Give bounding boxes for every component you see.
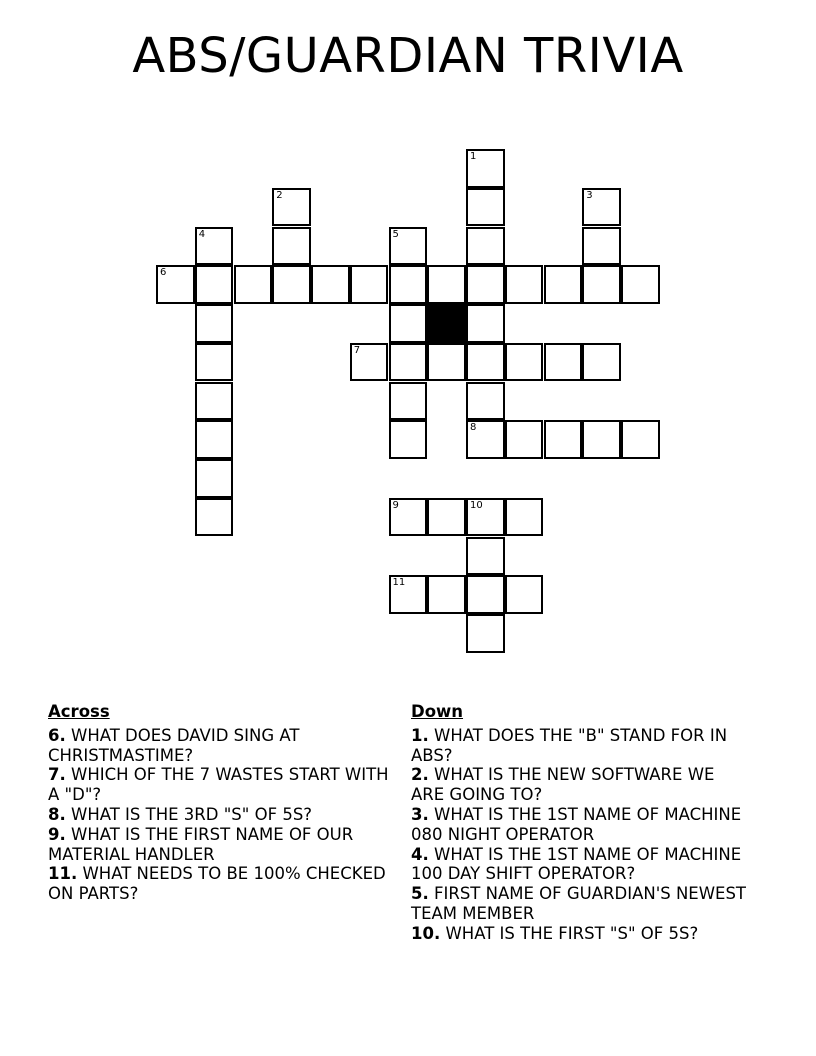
grid-cell[interactable] (350, 343, 389, 382)
clue-number: 2 (276, 189, 283, 201)
clue-number: 8 (470, 422, 477, 434)
clue-num: 4. (411, 844, 429, 864)
grid-cell[interactable] (427, 343, 466, 382)
clue-number: 1 (470, 151, 477, 162)
grid-cell[interactable] (272, 227, 311, 266)
grid-cell[interactable] (389, 304, 428, 343)
clue-text: WHAT IS THE 1ST NAME OF MACHINE 100 DAY SHIFT OPERATOR? (411, 844, 742, 884)
grid-cell[interactable] (427, 498, 466, 537)
grid-cell[interactable] (466, 382, 505, 421)
clue-num: 6. (48, 725, 66, 745)
clue-number: 7 (353, 344, 361, 356)
clue-num: 2. (411, 765, 429, 785)
clue-number: 11 (392, 577, 406, 589)
clue-num: 11. (48, 864, 78, 884)
clue-text: WHAT IS THE FIRST "S" OF 5S? (445, 923, 699, 943)
grid-cell[interactable] (427, 575, 466, 614)
grid-cell[interactable] (311, 265, 350, 304)
clue-number: 3 (586, 189, 593, 201)
clue-number: 5 (392, 228, 399, 240)
clue-number: 10 (470, 499, 483, 511)
clue-num: 8. (48, 804, 66, 824)
clue-item (411, 884, 751, 924)
across-heading: Across (48, 702, 110, 721)
clue-item (411, 726, 751, 766)
clue-number: 9 (392, 499, 399, 511)
grid-cell[interactable] (427, 265, 466, 304)
clue-num: 10. (411, 923, 441, 943)
grid-cell[interactable] (466, 420, 505, 459)
clue-text: WHAT IS THE NEW SOFTWARE WE ARE GOING TO? (411, 765, 715, 805)
across-clue-list (48, 726, 398, 904)
grid-cell[interactable] (544, 265, 583, 304)
grid-cell[interactable] (389, 227, 428, 266)
clue-text: WHAT DOES DAVID SING AT CHRISTMASTIME? (48, 725, 300, 765)
grid-cell[interactable] (389, 575, 428, 614)
grid-cell[interactable] (582, 420, 621, 459)
clue-number: 4 (198, 228, 206, 240)
grid-cell[interactable] (466, 304, 505, 343)
clue-item (48, 864, 398, 904)
grid-cell[interactable] (582, 227, 621, 266)
clue-num: 5. (411, 884, 429, 904)
grid-cell[interactable] (389, 420, 428, 459)
grid-cell[interactable] (505, 265, 544, 304)
grid-cell[interactable] (544, 343, 583, 382)
grid-cell[interactable] (466, 227, 505, 266)
grid-cell[interactable] (466, 575, 505, 614)
grid-cell[interactable] (195, 382, 234, 421)
grid-cell[interactable] (505, 343, 544, 382)
grid-cell[interactable] (350, 265, 389, 304)
grid-cell[interactable] (195, 420, 234, 459)
black-cell (427, 304, 466, 343)
clue-item (48, 726, 398, 766)
down-clue-list (411, 726, 751, 944)
clue-item (411, 845, 751, 885)
grid-cell[interactable] (389, 343, 428, 382)
grid-cell[interactable] (582, 188, 621, 227)
clue-text: WHAT IS THE 1ST NAME OF MACHINE 080 NIGHT OPERATOR (411, 804, 742, 844)
clue-num: 3. (411, 804, 429, 824)
grid-cell[interactable] (505, 575, 544, 614)
grid-cell[interactable] (621, 265, 660, 304)
clue-num: 7. (48, 765, 66, 785)
clue-text: WHAT IS THE 3RD "S" OF 5S? (71, 804, 313, 824)
clue-text: WHAT NEEDS TO BE 100% CHECKED ON PARTS? (48, 864, 386, 904)
clue-num: 1. (411, 725, 429, 745)
grid-cell[interactable] (466, 188, 505, 227)
clue-text: WHICH OF THE 7 WASTES START WITH A "D"? (48, 765, 389, 805)
grid-cell[interactable] (234, 265, 273, 304)
clue-item (411, 805, 751, 845)
grid-cell[interactable] (195, 498, 234, 537)
grid-cell[interactable] (466, 343, 505, 382)
clue-item (411, 765, 751, 805)
down-clues (411, 702, 751, 944)
clue-item (411, 924, 751, 944)
across-clues (48, 702, 398, 904)
grid-cell[interactable] (466, 498, 505, 537)
grid-cell[interactable] (466, 614, 505, 653)
grid-cell[interactable] (466, 537, 505, 576)
grid-cell[interactable] (582, 343, 621, 382)
puzzle-title: ABS/GUARDIAN TRIVIA (132, 28, 684, 84)
grid-cell[interactable] (466, 265, 505, 304)
grid-cell[interactable] (389, 265, 428, 304)
grid-cell[interactable] (505, 498, 544, 537)
grid-cell[interactable] (195, 265, 234, 304)
grid-cell[interactable] (195, 343, 234, 382)
grid-cell[interactable] (156, 265, 195, 304)
grid-cell[interactable] (195, 227, 234, 266)
grid-cell[interactable] (621, 420, 660, 459)
grid-cell[interactable] (272, 265, 311, 304)
grid-cell[interactable] (389, 382, 428, 421)
clue-item (48, 825, 398, 865)
down-heading: Down (411, 702, 464, 721)
grid-cell[interactable] (505, 420, 544, 459)
clue-item (48, 765, 398, 805)
clue-text: WHAT IS THE FIRST NAME OF OUR MATERIAL HANDLER (48, 824, 354, 864)
grid-cell[interactable] (582, 265, 621, 304)
grid-cell[interactable] (195, 459, 234, 498)
grid-cell[interactable] (544, 420, 583, 459)
clue-text: FIRST NAME OF GUARDIAN'S NEWEST TEAM MEMBER (411, 884, 747, 923)
grid-cell[interactable] (195, 304, 234, 343)
grid-cell[interactable] (466, 149, 505, 188)
clue-num: 9. (48, 824, 66, 844)
clue-item (48, 805, 398, 825)
grid-cell[interactable] (272, 188, 311, 227)
grid-cell[interactable] (389, 498, 428, 537)
clue-text: WHAT DOES THE "B" STAND FOR IN ABS? (411, 725, 728, 765)
clue-number: 6 (160, 267, 167, 279)
